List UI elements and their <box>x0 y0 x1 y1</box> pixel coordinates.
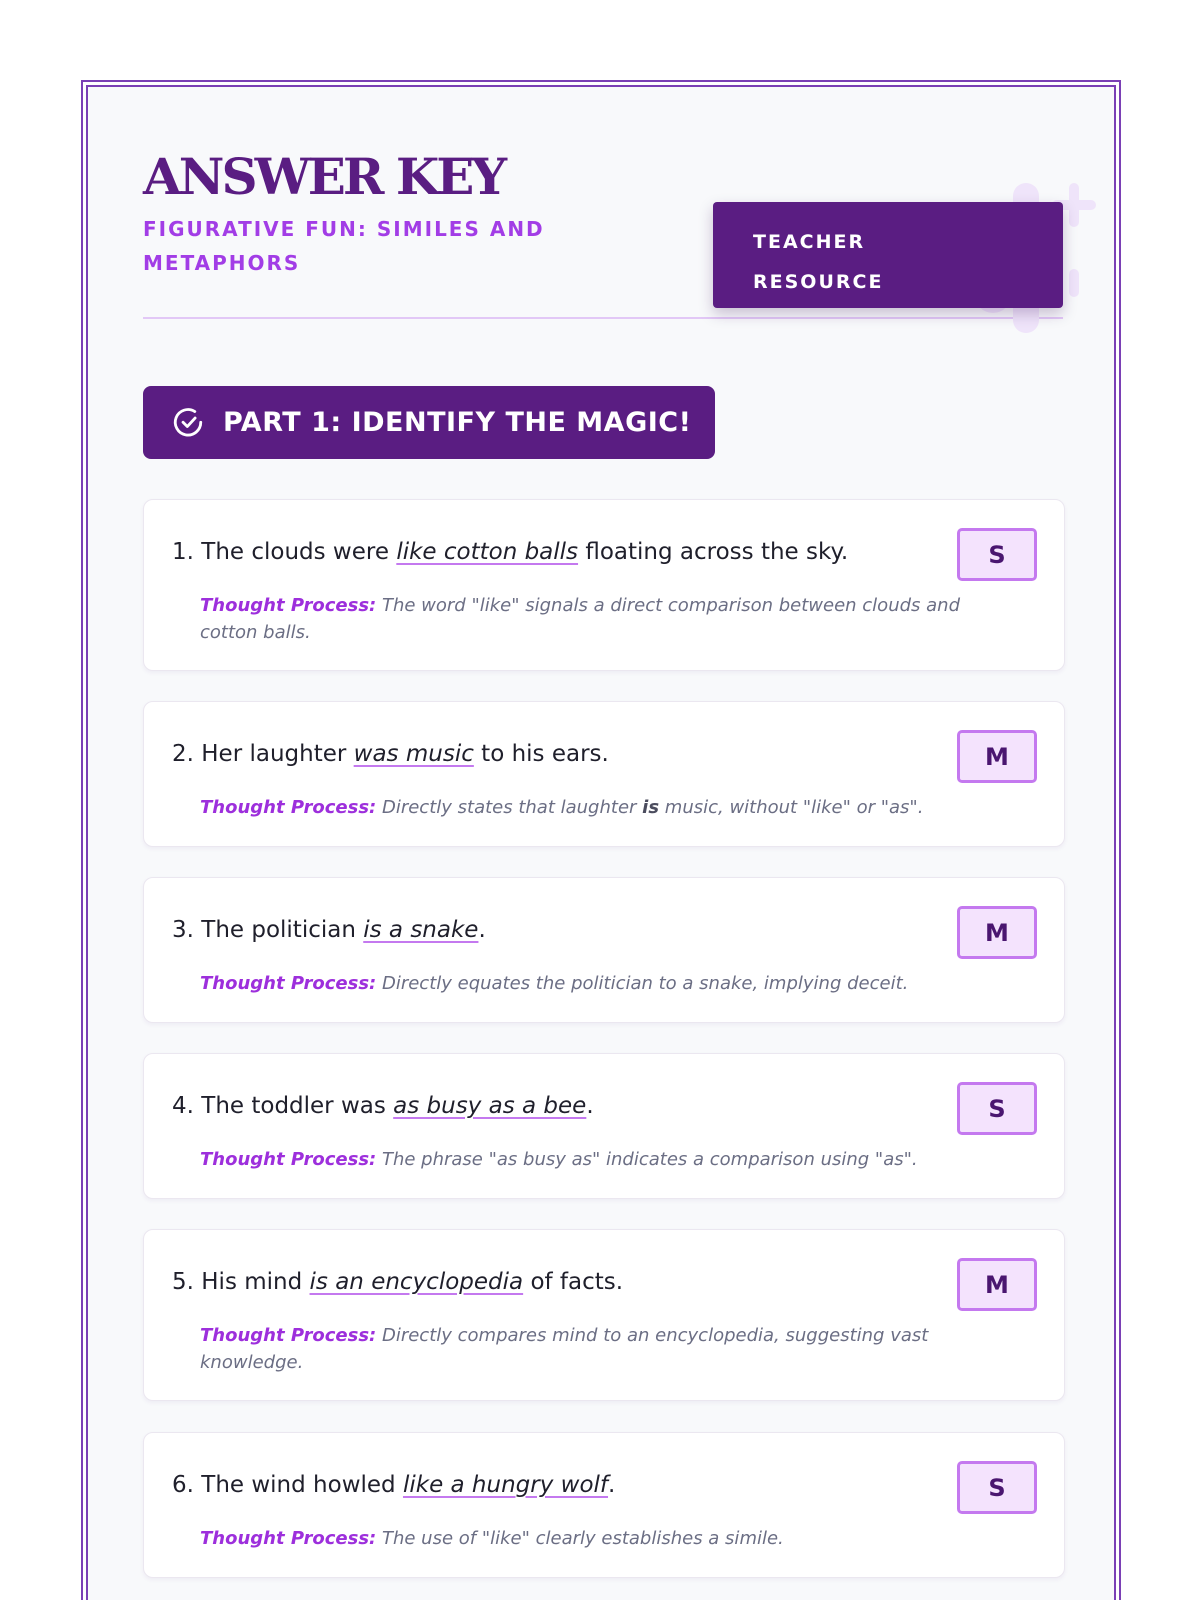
question-number: 4. <box>172 1093 194 1119</box>
figurative-phrase: as busy as a bee <box>393 1093 587 1119</box>
question-sentence <box>172 908 486 952</box>
figurative-phrase: is a snake <box>363 917 479 943</box>
question-number: 1. <box>172 539 194 565</box>
thought-process-label: Thought Process: <box>200 973 377 994</box>
question-card <box>143 701 1065 847</box>
question-text-before: Her laughter <box>201 741 347 767</box>
check-circle-icon <box>171 406 205 440</box>
question-text-after: . <box>586 1093 594 1119</box>
section-header-part-1 <box>143 386 715 459</box>
figurative-phrase: like cotton balls <box>396 539 579 565</box>
question-sentence <box>172 1260 623 1304</box>
figurative-phrase: is an encyclopedia <box>309 1269 524 1295</box>
thought-process <box>200 1146 1000 1173</box>
question-card <box>143 499 1065 671</box>
page-subtitle: FIGURATIVE FUN: SIMILES AND METAPHORS <box>143 217 545 275</box>
question-card <box>143 1053 1065 1199</box>
question-card <box>143 1229 1065 1401</box>
thought-process-emphasis: is <box>642 797 660 818</box>
page-title: ANSWER KEY <box>143 147 505 206</box>
header-divider <box>143 317 1063 319</box>
thought-process-text: Directly compares mind to an encyclopedia, suggesting vast knowledge. <box>200 1325 929 1373</box>
question-text-after: . <box>478 917 486 943</box>
question-text-after: of facts. <box>530 1269 624 1295</box>
thought-process-label: Thought Process: <box>200 1325 377 1346</box>
thought-process <box>200 1322 1000 1376</box>
thought-process-text: The phrase "as busy as" indicates a comparison using "as". <box>381 1149 918 1170</box>
question-sentence <box>172 1084 594 1128</box>
question-text-after: floating across the sky. <box>585 539 849 565</box>
question-text-after: . <box>608 1472 616 1498</box>
thought-process <box>200 592 1000 646</box>
section-title: PART 1: IDENTIFY THE MAGIC! <box>223 407 692 438</box>
question-text-after: to his ears. <box>481 741 609 767</box>
teacher-resource-badge <box>713 202 1063 308</box>
header <box>143 147 1063 322</box>
question-number: 3. <box>172 917 194 943</box>
answer-badge: S <box>957 528 1037 581</box>
question-text-before: The politician <box>201 917 356 943</box>
answer-badge: M <box>957 906 1037 959</box>
question-sentence <box>172 732 609 776</box>
question-text-before: His mind <box>201 1269 303 1295</box>
question-text-before: The toddler was <box>201 1093 386 1119</box>
thought-process <box>200 794 1000 821</box>
thought-process-text: Directly states that laughter <box>381 797 637 818</box>
question-sentence <box>172 530 848 574</box>
thought-process <box>200 970 1000 997</box>
answer-badge: M <box>957 1258 1037 1311</box>
question-number: 5. <box>172 1269 194 1295</box>
question-number: 6. <box>172 1472 194 1498</box>
thought-process <box>200 1525 1000 1552</box>
thought-process-label: Thought Process: <box>200 595 377 616</box>
figurative-phrase: like a hungry wolf <box>402 1472 609 1498</box>
thought-process-text-end: music, without "like" or "as". <box>664 797 924 818</box>
question-text-before: The wind howled <box>201 1472 396 1498</box>
answer-badge: S <box>957 1082 1037 1135</box>
thought-process-text: The word "like" signals a direct comparison between clouds and cotton balls. <box>200 595 960 643</box>
worksheet-page <box>86 85 1116 1600</box>
thought-process-label: Thought Process: <box>200 1528 377 1549</box>
thought-process-label: Thought Process: <box>200 797 377 818</box>
answer-badge: S <box>957 1461 1037 1514</box>
thought-process-label: Thought Process: <box>200 1149 377 1170</box>
worksheet-frame <box>81 80 1121 1600</box>
question-card <box>143 877 1065 1023</box>
answer-badge: M <box>957 730 1037 783</box>
figurative-phrase: was music <box>353 741 474 767</box>
question-number: 2. <box>172 741 194 767</box>
question-text-before: The clouds were <box>201 539 389 565</box>
badge-line-2: RESOURCE <box>753 271 884 293</box>
badge-line-1: TEACHER <box>753 231 866 253</box>
thought-process-text: The use of "like" clearly establishes a simile. <box>381 1528 784 1549</box>
question-card <box>143 1432 1065 1578</box>
thought-process-text: Directly equates the politician to a snake, implying deceit. <box>381 973 909 994</box>
question-sentence <box>172 1463 615 1507</box>
